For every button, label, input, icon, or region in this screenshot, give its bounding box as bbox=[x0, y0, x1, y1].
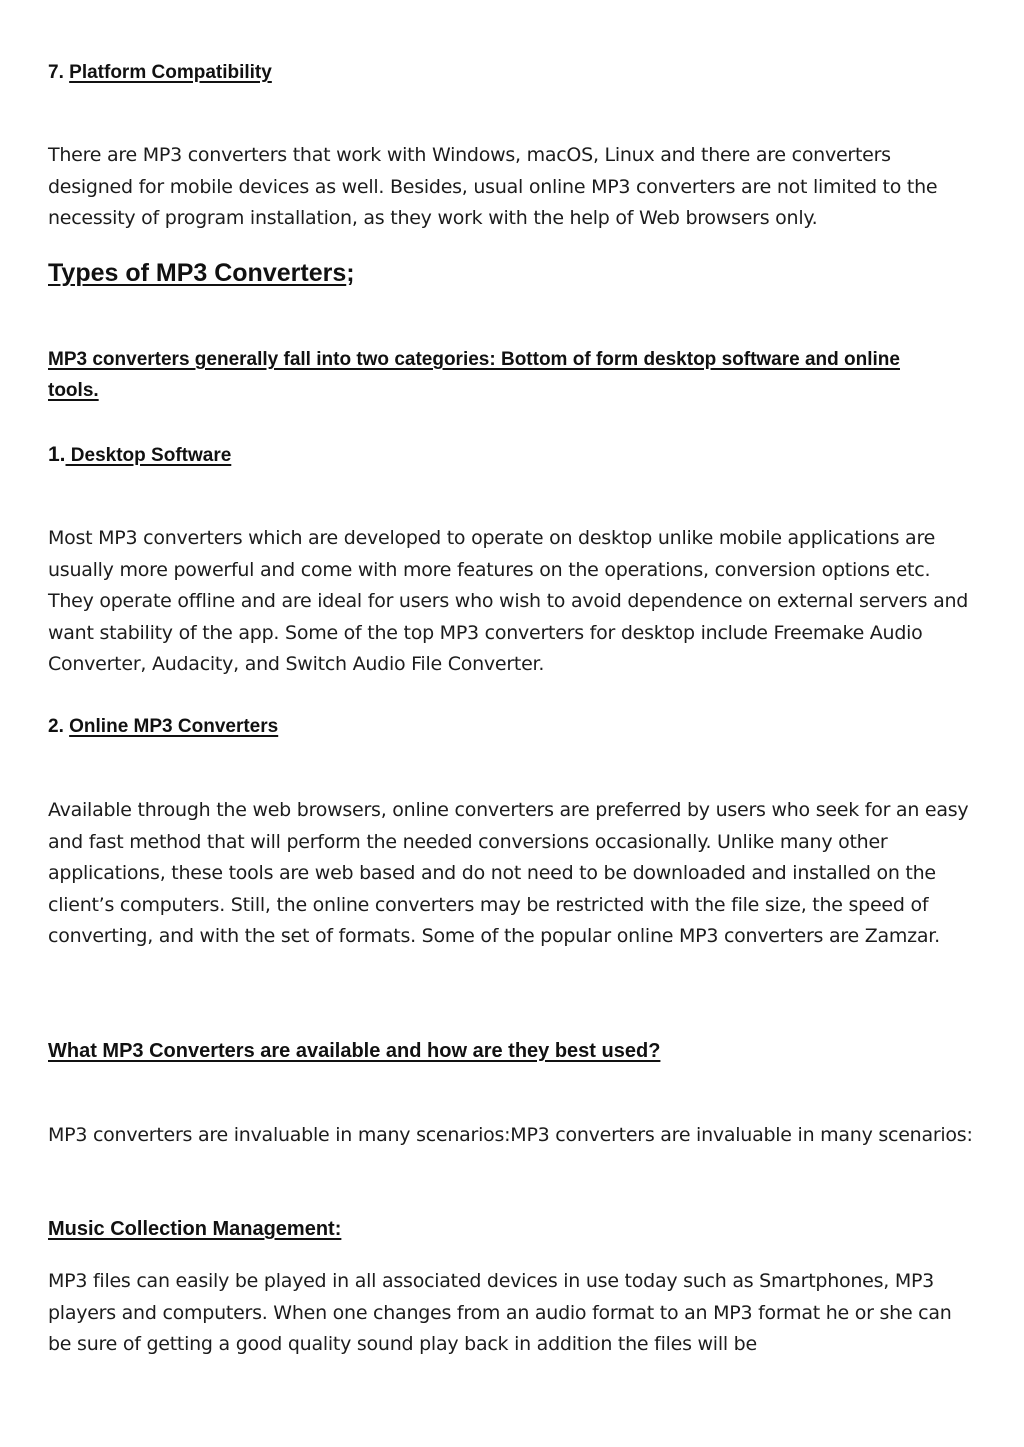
converter-categories-intro bbox=[48, 344, 948, 406]
desktop-software-paragraph: Most MP3 converters which are developed to operate on desktop unlike mobile applications are usually more powerful and come with more features on the operations, conversion options etc. They operate offline and are ideal for users who wish to avoid dependence on external servers and want stability of the app. Some of the top MP3 converters for desktop include Freemake Audio Converter, Audacity, and Switch Audio File Converter. bbox=[48, 527, 969, 675]
platform-compatibility-heading bbox=[48, 57, 272, 88]
usage-heading bbox=[48, 1036, 660, 1067]
section-title: Online MP3 Converters bbox=[69, 716, 279, 737]
online-converters-paragraph: Available through the web browsers, online converters are preferred by users who seek for an easy and fast method that will perform the needed conversions occasionally. Unlike many other applications, these tools are web based and do not need to be downloaded and installed on the client’s computers. Still, the online converters may be restricted with the file size, the speed of converting, and with the set of formats. Some of the popular online MP3 converters are Zamzar. bbox=[48, 799, 969, 947]
heading-text: Types of MP3 Converters bbox=[48, 259, 347, 287]
usage-paragraph: MP3 converters are invaluable in many scenarios:MP3 converters are invaluable in many scenarios: bbox=[48, 1124, 973, 1146]
section-title: Platform Compatibility bbox=[69, 62, 272, 83]
types-of-converters-heading bbox=[48, 256, 355, 290]
section-number: 7. bbox=[48, 62, 64, 83]
intro-text: MP3 converters generally fall into two categories: Bottom of form desktop software and online tools. bbox=[48, 349, 900, 401]
music-collection-paragraph: MP3 files can easily be played in all associated devices in use today such as Smartphones, MP3 players and computers. When one changes from an audio format to an MP3 format he or she can be sure of getting a good quality sound play back in addition the files will be bbox=[48, 1270, 952, 1355]
heading-suffix: ; bbox=[346, 259, 355, 287]
music-heading-text: Music Collection Management: bbox=[48, 1218, 342, 1240]
section-title: Desktop Software bbox=[65, 445, 232, 466]
music-collection-heading bbox=[48, 1214, 341, 1245]
section-number: 2. bbox=[48, 716, 64, 737]
platform-compatibility-paragraph: There are MP3 converters that work with Windows, macOS, Linux and there are converters designed for mobile devices as well. Besides, usual online MP3 converters are not limited to the necessity of program installation, as they work with the help of Web browsers only. bbox=[48, 144, 938, 229]
usage-heading-text: What MP3 Converters are available and how are they best used? bbox=[48, 1040, 661, 1062]
section-number: 1. bbox=[48, 443, 66, 466]
online-converters-heading bbox=[48, 711, 278, 742]
desktop-software-heading bbox=[48, 439, 231, 471]
